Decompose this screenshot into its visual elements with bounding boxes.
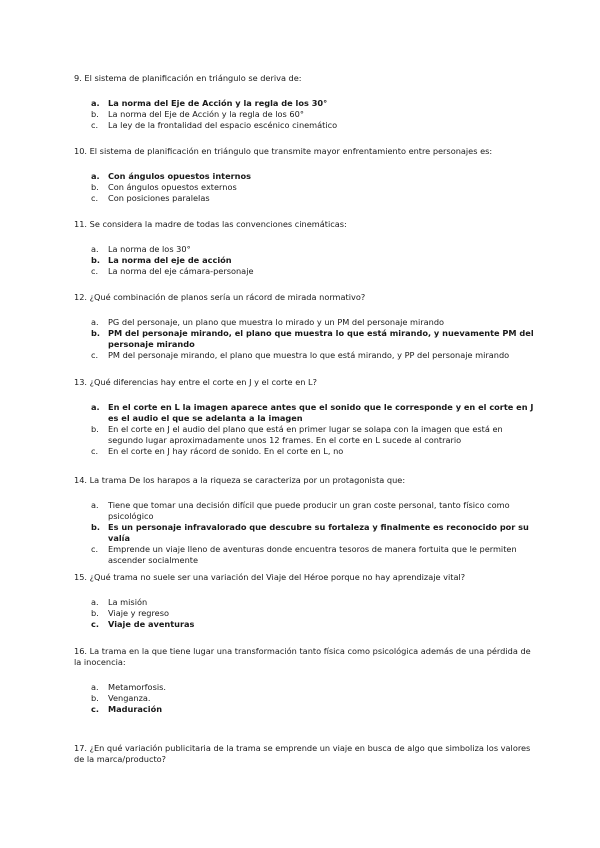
option-text: PM del personaje mirando, el plano que muestra lo que está mirando, y nuevamente PM del personaje mirando [108,328,534,349]
question-text: 16. La trama en la que tiene lugar una transformación tanto física como psicológica además de una pérdida de la inocencia: [74,646,531,667]
option-letter: a. [91,98,100,108]
option-text: La norma del Eje de Acción y la regla de los 30° [108,98,328,108]
option-letter: b. [91,608,99,618]
option-text: Con ángulos opuestos externos [108,182,237,192]
answer-option-correct [74,402,536,424]
answer-option [74,266,536,277]
answer-option [74,317,536,328]
answer-option [74,693,536,704]
question-block [74,475,536,566]
option-text: PM del personaje mirando, el plano que muestra lo que está mirando, y PP del personaje mirando [108,350,510,360]
option-text: Metamorfosis. [108,682,166,692]
answer-option [74,120,536,131]
answer-option [74,500,536,522]
answer-option-correct [74,619,536,630]
answer-option-correct [74,704,536,715]
option-text: La misión [108,597,148,607]
answer-option-correct [74,255,536,266]
option-text: En el corte en J hay rácord de sonido. En el corte en L, no [108,446,344,456]
option-letter: b. [91,255,100,265]
option-letter: a. [91,171,100,181]
option-text: La ley de la frontalidad del espacio escénico cinemático [108,120,338,130]
answer-options [74,597,536,630]
question-text: 13. ¿Qué diferencias hay entre el corte en J y el corte en L? [74,377,317,387]
option-text: La norma del eje cámara-personaje [108,266,254,276]
answer-options [74,244,536,277]
answer-option-correct [74,98,536,109]
question-block [74,377,536,457]
answer-option [74,544,536,566]
option-letter: b. [91,424,99,434]
answer-option [74,244,536,255]
answer-options [74,402,536,457]
question-block [74,572,536,630]
option-text: Venganza. [108,693,151,703]
option-letter: a. [91,244,99,254]
option-letter: a. [91,682,99,692]
answer-option-correct [74,171,536,182]
option-text: La norma del eje de acción [108,255,232,265]
option-text: Emprende un viaje lleno de aventuras donde encuentra tesoros de manera fortuita que le permiten ascender socialmente [108,544,517,565]
answer-options [74,171,536,204]
option-text: En el corte en L la imagen aparece antes que el sonido que le corresponde y en el corte en J es el audio el que se adelanta a la imagen [108,402,534,423]
question-text: 17. ¿En qué variación publicitaria de la trama se emprende un viaje en busca de algo que simboliza los valores de la marca/producto? [74,743,531,764]
option-letter: a. [91,317,99,327]
option-text: Con ángulos opuestos internos [108,171,251,181]
question-text: 9. El sistema de planificación en triángulo se deriva de: [74,73,302,83]
question-text: 10. El sistema de planificación en triángulo que transmite mayor enfrentamiento entre personajes es: [74,146,493,156]
answer-options [74,98,536,131]
option-letter: c. [91,120,99,130]
option-letter: c. [91,350,99,360]
question-block [74,646,536,715]
question-block [74,73,536,131]
question-text: 14. La trama De los harapos a la riqueza se caracteriza por un protagonista que: [74,475,406,485]
option-text: La norma de los 30° [108,244,191,254]
option-text: PG del personaje, un plano que muestra lo mirado y un PM del personaje mirando [108,317,445,327]
answer-option [74,424,536,446]
option-letter: b. [91,109,99,119]
option-letter: a. [91,500,99,510]
option-letter: b. [91,693,99,703]
answer-option [74,350,536,361]
option-text: Es un personaje infravalorado que descubre su fortaleza y finalmente es reconocido por su valía [108,522,529,543]
option-letter: c. [91,544,99,554]
option-letter: c. [91,704,99,714]
option-letter: a. [91,402,100,412]
question-block [74,146,536,204]
option-letter: c. [91,619,99,629]
option-text: Viaje y regreso [108,608,169,618]
option-text: En el corte en J el audio del plano que está en primer lugar se solapa con la imagen que está en segundo lugar aproximadamente unos 12 frames. En el corte en L sucede al contrario [108,424,503,445]
question-block [74,743,536,765]
option-text: Con posiciones paralelas [108,193,210,203]
option-letter: b. [91,328,100,338]
option-text: Viaje de aventuras [108,619,195,629]
option-letter: c. [91,446,99,456]
option-letter: a. [91,597,99,607]
answer-option-correct [74,328,536,350]
question-text: 15. ¿Qué trama no suele ser una variación del Viaje del Héroe porque no hay aprendizaje vital? [74,572,466,582]
option-letter: b. [91,182,99,192]
option-letter: c. [91,266,99,276]
question-text: 12. ¿Qué combinación de planos sería un rácord de mirada normativo? [74,292,366,302]
question-block [74,219,536,277]
answer-option [74,182,536,193]
option-text: La norma del Eje de Acción y la regla de los 60° [108,109,304,119]
answer-option [74,597,536,608]
answer-option [74,446,536,457]
option-text: Tiene que tomar una decisión difícil que puede producir un gran coste personal, tanto físico como psicológico [108,500,510,521]
answer-option [74,682,536,693]
answer-options [74,682,536,715]
answer-options [74,317,536,361]
answer-option [74,608,536,619]
answer-option-correct [74,522,536,544]
question-text: 11. Se considera la madre de todas las convenciones cinemáticas: [74,219,347,229]
option-letter: c. [91,193,99,203]
answer-option [74,193,536,204]
answer-option [74,109,536,120]
option-text: Maduración [108,704,163,714]
answer-options [74,500,536,566]
question-block [74,292,536,361]
option-letter: b. [91,522,100,532]
